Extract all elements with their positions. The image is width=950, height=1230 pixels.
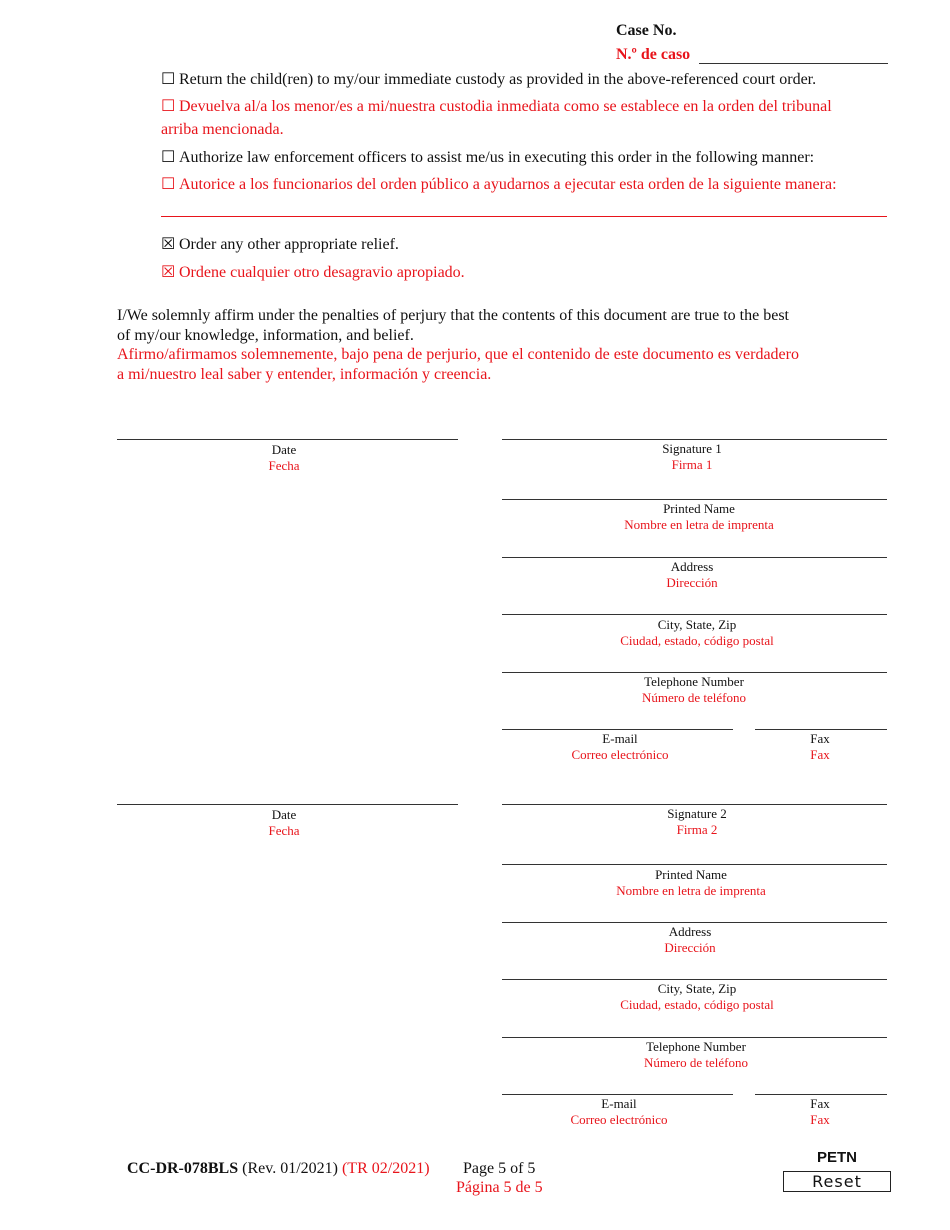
option-other-relief-es-text: Ordene cualquier otro desagravio apropiado. bbox=[179, 264, 465, 281]
affirmation-en-line2: of my/our knowledge, information, and belief. bbox=[117, 327, 414, 344]
phone-label-2: Telephone Number Número de teléfono bbox=[644, 1039, 748, 1070]
printed-name-label-2: Printed Name Nombre en letra de imprenta bbox=[616, 867, 766, 898]
fax-line-1[interactable] bbox=[755, 729, 887, 730]
case-number-label-es: N.º de caso bbox=[616, 46, 691, 63]
checkbox-law-enforcement-es[interactable]: ☐ bbox=[161, 176, 176, 193]
date-label-1: Date Fecha bbox=[268, 442, 300, 473]
city-label-1: City, State, Zip Ciudad, estado, código postal bbox=[620, 617, 774, 648]
address-label-2: Address Dirección bbox=[664, 924, 716, 955]
email-line-1[interactable] bbox=[502, 729, 733, 730]
signature-line-2[interactable] bbox=[502, 804, 887, 805]
city-label-2: City, State, Zip Ciudad, estado, código postal bbox=[620, 981, 774, 1012]
option-return-children-es-line2: arriba mencionada. bbox=[161, 121, 284, 138]
form-id bbox=[127, 1160, 430, 1178]
signature-label-1: Signature 1 Firma 1 bbox=[662, 441, 722, 472]
affirmation-en-line1: I/We solemnly affirm under the penalties of perjury that the contents of this document are true to the best bbox=[117, 307, 789, 324]
date-line-2[interactable] bbox=[117, 804, 458, 805]
date-label-2: Date Fecha bbox=[268, 807, 300, 838]
option-law-enforcement-es[interactable] bbox=[161, 174, 837, 194]
affirmation-es bbox=[117, 345, 799, 385]
option-law-enforcement-es-text: Autorice a los funcionarios del orden público a ayudarnos a ejecutar esta orden de la siguiente manera: bbox=[179, 176, 837, 193]
address-line-1[interactable] bbox=[502, 557, 887, 558]
option-other-relief-text: Order any other appropriate relief. bbox=[179, 236, 399, 253]
signature-label-2: Signature 2 Firma 2 bbox=[667, 806, 727, 837]
phone-line-2[interactable] bbox=[502, 1037, 887, 1038]
address-line-2[interactable] bbox=[502, 922, 887, 923]
case-number-label: Case No. bbox=[616, 22, 677, 39]
email-label-2: E-mail Correo electrónico bbox=[570, 1096, 668, 1127]
petn-label: PETN bbox=[816, 1149, 857, 1166]
email-line-2[interactable] bbox=[502, 1094, 733, 1095]
phone-label-1: Telephone Number Número de teléfono bbox=[642, 674, 746, 705]
checkbox-other-relief[interactable]: ☒ bbox=[161, 236, 176, 253]
case-number-input[interactable] bbox=[699, 45, 888, 64]
printed-name-line-1[interactable] bbox=[502, 499, 887, 500]
page-number-es: Página 5 de 5 bbox=[456, 1179, 543, 1196]
form-revision: (Rev. 01/2021) bbox=[242, 1160, 338, 1177]
address-label-1: Address Dirección bbox=[666, 559, 718, 590]
printed-name-label-1: Printed Name Nombre en letra de imprenta bbox=[624, 501, 774, 532]
city-line-2[interactable] bbox=[502, 979, 887, 980]
signature-line-1[interactable] bbox=[502, 439, 887, 440]
phone-line-1[interactable] bbox=[502, 672, 887, 673]
option-law-enforcement-text: Authorize law enforcement officers to assist me/us in executing this order in the following manner: bbox=[179, 149, 815, 166]
fax-label-2: Fax Fax bbox=[810, 1096, 830, 1127]
form-translation-rev: (TR 02/2021) bbox=[341, 1160, 430, 1177]
option-other-relief-es[interactable] bbox=[161, 262, 465, 282]
checkbox-return-children-es[interactable]: ☐ bbox=[161, 98, 176, 115]
checkbox-law-enforcement[interactable]: ☐ bbox=[161, 149, 176, 166]
printed-name-line-2[interactable] bbox=[502, 864, 887, 865]
option-return-children-text: Return the child(ren) to my/our immediate custody as provided in the above-referenced court order. bbox=[179, 71, 817, 88]
option-other-relief[interactable] bbox=[161, 234, 399, 254]
email-label-1: E-mail Correo electrónico bbox=[571, 731, 669, 762]
date-line-1[interactable] bbox=[117, 439, 458, 440]
checkbox-return-children[interactable]: ☐ bbox=[161, 71, 176, 88]
option-return-children[interactable] bbox=[161, 69, 816, 89]
page-number: Page 5 of 5 bbox=[463, 1160, 536, 1177]
affirmation-es-line1: Afirmo/afirmamos solemnemente, bajo pena de perjurio, que el contenido de este documento es verdadero bbox=[117, 346, 799, 363]
city-line-1[interactable] bbox=[502, 614, 887, 615]
reset-button[interactable]: Reset bbox=[783, 1171, 891, 1192]
fax-line-2[interactable] bbox=[755, 1094, 887, 1095]
affirmation-es-line2: a mi/nuestro leal saber y entender, información y creencia. bbox=[117, 366, 492, 383]
checkbox-other-relief-es[interactable]: ☒ bbox=[161, 264, 176, 281]
option-return-children-es[interactable] bbox=[161, 96, 832, 116]
option-law-enforcement[interactable] bbox=[161, 147, 814, 167]
manner-input-line[interactable] bbox=[161, 216, 887, 217]
form-number: CC-DR-078BLS bbox=[127, 1160, 239, 1177]
option-return-children-es-text: Devuelva al/a los menor/es a mi/nuestra custodia inmediata como se establece en la orden del tribunal bbox=[179, 98, 832, 115]
affirmation-en bbox=[117, 306, 789, 346]
fax-label-1: Fax Fax bbox=[810, 731, 830, 762]
